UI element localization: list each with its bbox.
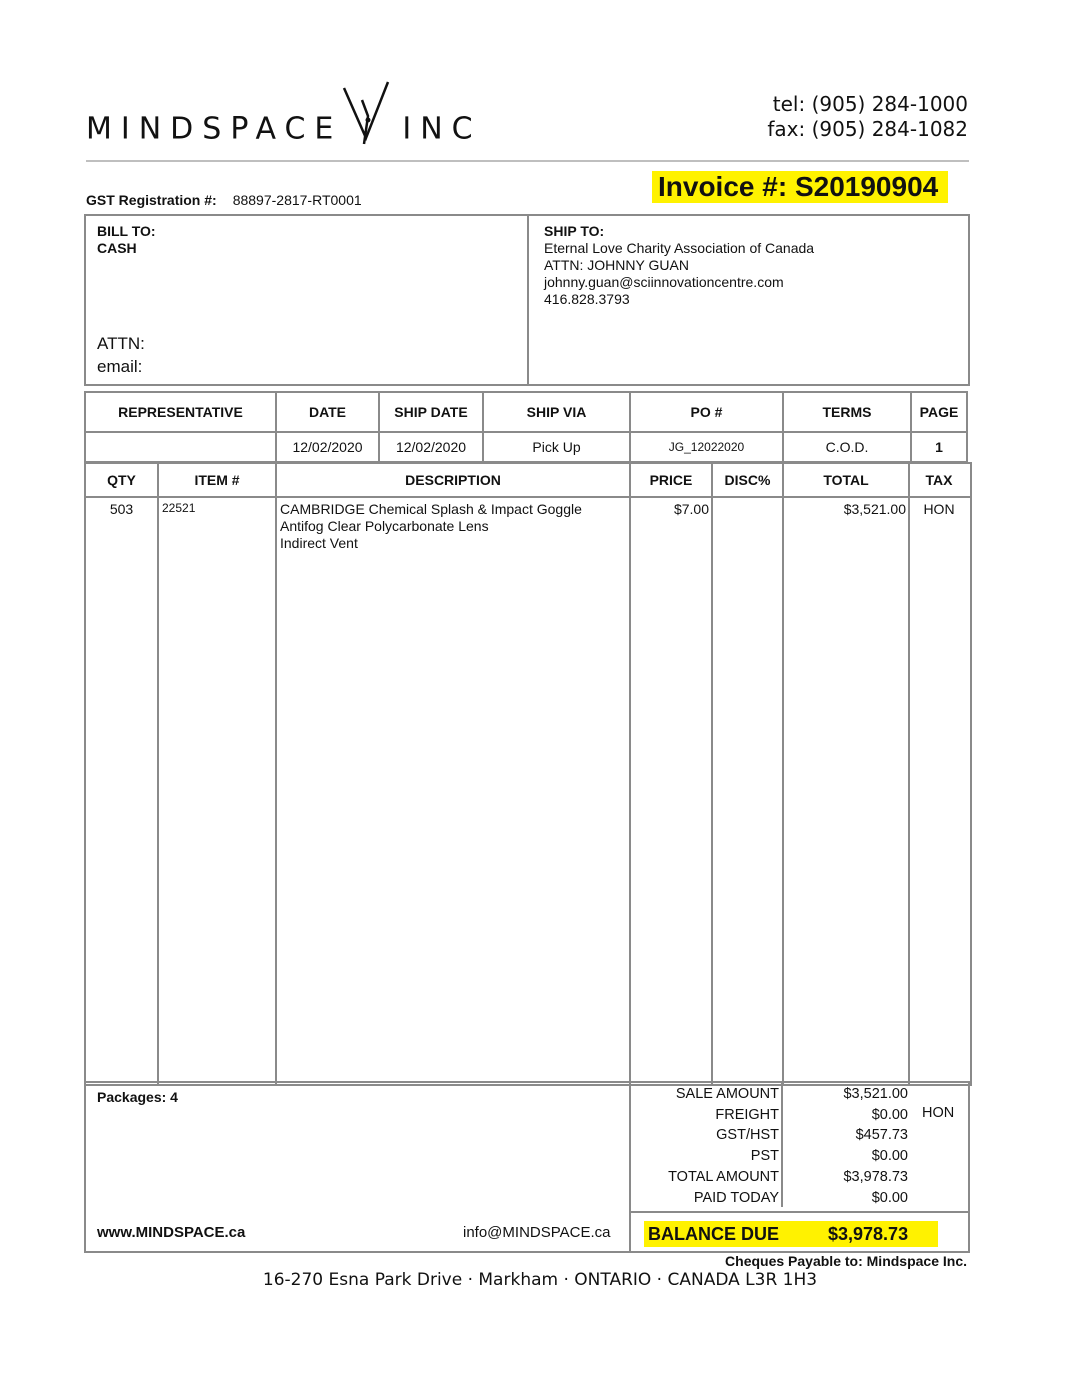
header-rule — [86, 160, 969, 162]
header-disc: DISC% — [724, 472, 771, 488]
header-tax: TAX — [925, 472, 953, 488]
total-label: PST — [750, 1148, 779, 1165]
order-info-header-row — [85, 392, 967, 432]
gst-label: GST Registration #: — [86, 192, 217, 208]
email-address: info@MINDSPACE.ca — [463, 1224, 611, 1241]
attn-label: ATTN: — [97, 334, 145, 353]
value-date: 12/02/2020 — [276, 432, 379, 462]
company-address: 16-270 Esna Park Drive · Markham · ONTARIO · CANADA L3R 1H3 — [262, 1270, 818, 1290]
header-total: TOTAL — [823, 472, 869, 488]
balance-rule — [631, 1211, 968, 1213]
bill-to-contact — [97, 332, 145, 378]
col-divider — [711, 464, 713, 1084]
logo-text-left: MINDSPACE — [86, 111, 343, 147]
ship-to-line: johnny.guan@sciinnovationcentre.com — [544, 274, 784, 290]
total-label: GST/HST — [716, 1127, 779, 1144]
total-label: TOTAL AMOUNT — [668, 1168, 779, 1185]
description-line: Antifog Clear Polycarbonate Lens — [280, 518, 489, 534]
row-price: $7.00 — [673, 501, 709, 517]
header-price: PRICE — [649, 472, 693, 488]
balance-label: BALANCE DUE — [648, 1224, 780, 1244]
total-value: $3,521.00 — [843, 1086, 908, 1102]
logo-mark-icon — [338, 80, 398, 150]
row-qty: 503 — [109, 501, 134, 517]
description-line: CAMBRIDGE Chemical Splash & Impact Goggle — [280, 501, 582, 517]
fax-line: fax: (905) 284-1082 — [767, 117, 968, 141]
order-info-value-row — [85, 432, 967, 462]
value-terms: C.O.D. — [783, 432, 911, 462]
row-item: 22521 — [162, 501, 196, 515]
bill-to-section — [97, 223, 156, 257]
description-line: Indirect Vent — [280, 535, 358, 551]
value-ship-via: Pick Up — [483, 432, 630, 462]
items-header-rule — [86, 496, 970, 498]
order-info-table — [84, 391, 968, 463]
header-item: ITEM # — [194, 472, 240, 488]
balance-due — [644, 1221, 938, 1247]
col-divider — [908, 464, 910, 1084]
ship-to-section — [544, 223, 814, 308]
ship-to-line: 416.828.3793 — [544, 291, 630, 307]
gst-value: 88897-2817-RT0001 — [232, 192, 362, 208]
header-po: PO # — [630, 392, 783, 432]
logo-text-right: INC — [402, 111, 482, 147]
totals-values — [784, 1084, 908, 1208]
row-description — [280, 501, 582, 552]
row-total: $3,521.00 — [843, 501, 906, 517]
tel-line: tel: (905) 284-1000 — [772, 92, 968, 116]
value-ship-date: 12/02/2020 — [379, 432, 483, 462]
row-tax: HON — [923, 501, 955, 517]
value-page: 1 — [911, 432, 967, 462]
total-value: $457.73 — [855, 1127, 908, 1144]
value-representative — [85, 432, 276, 462]
header-qty: QTY — [107, 472, 136, 488]
total-label: FREIGHT — [715, 1106, 779, 1123]
header-date: DATE — [276, 392, 379, 432]
bill-to-label: BILL TO: — [97, 223, 156, 239]
email-label: email: — [97, 357, 143, 376]
freight-tax: HON — [922, 1105, 955, 1121]
address-box — [84, 214, 970, 386]
header-page: PAGE — [911, 392, 967, 432]
invoice-label: Invoice #: — [658, 171, 788, 202]
cheques-payable: Cheques Payable to: Mindspace Inc. — [725, 1253, 967, 1269]
ship-to-line: Eternal Love Charity Association of Canada — [544, 240, 815, 256]
total-value: $0.00 — [871, 1106, 908, 1123]
totals-box — [84, 1081, 970, 1253]
header-representative: REPRESENTATIVE — [85, 392, 276, 432]
gst-registration — [86, 192, 362, 208]
packages-count: Packages: 4 — [97, 1089, 178, 1105]
total-label: SALE AMOUNT — [675, 1086, 779, 1102]
col-divider — [275, 464, 277, 1084]
col-divider — [157, 464, 159, 1084]
header-terms: TERMS — [783, 392, 911, 432]
col-divider — [629, 464, 631, 1084]
total-label: PAID TODAY — [693, 1189, 779, 1206]
header-description: DESCRIPTION — [405, 472, 501, 488]
contact-info — [767, 92, 968, 142]
invoice-number — [652, 171, 948, 203]
website: www.MINDSPACE.ca — [97, 1224, 246, 1241]
ship-to-line: ATTN: JOHNNY GUAN — [544, 257, 689, 273]
invoice-value: S20190904 — [794, 171, 939, 202]
total-value: $3,978.73 — [843, 1168, 908, 1185]
totals-labels — [631, 1084, 779, 1208]
value-po: JG_12022020 — [630, 432, 783, 462]
items-table — [84, 462, 972, 1086]
totals-divider — [781, 1083, 783, 1207]
address-divider — [527, 216, 529, 384]
col-divider — [782, 464, 784, 1084]
total-value: $0.00 — [871, 1189, 908, 1206]
total-value: $0.00 — [871, 1148, 908, 1165]
balance-value: $3,978.73 — [828, 1224, 909, 1244]
company-logo — [86, 110, 482, 150]
bill-to-name: CASH — [97, 240, 137, 256]
header-ship-via: SHIP VIA — [483, 392, 630, 432]
header-ship-date: SHIP DATE — [379, 392, 483, 432]
ship-to-label: SHIP TO: — [544, 223, 605, 239]
